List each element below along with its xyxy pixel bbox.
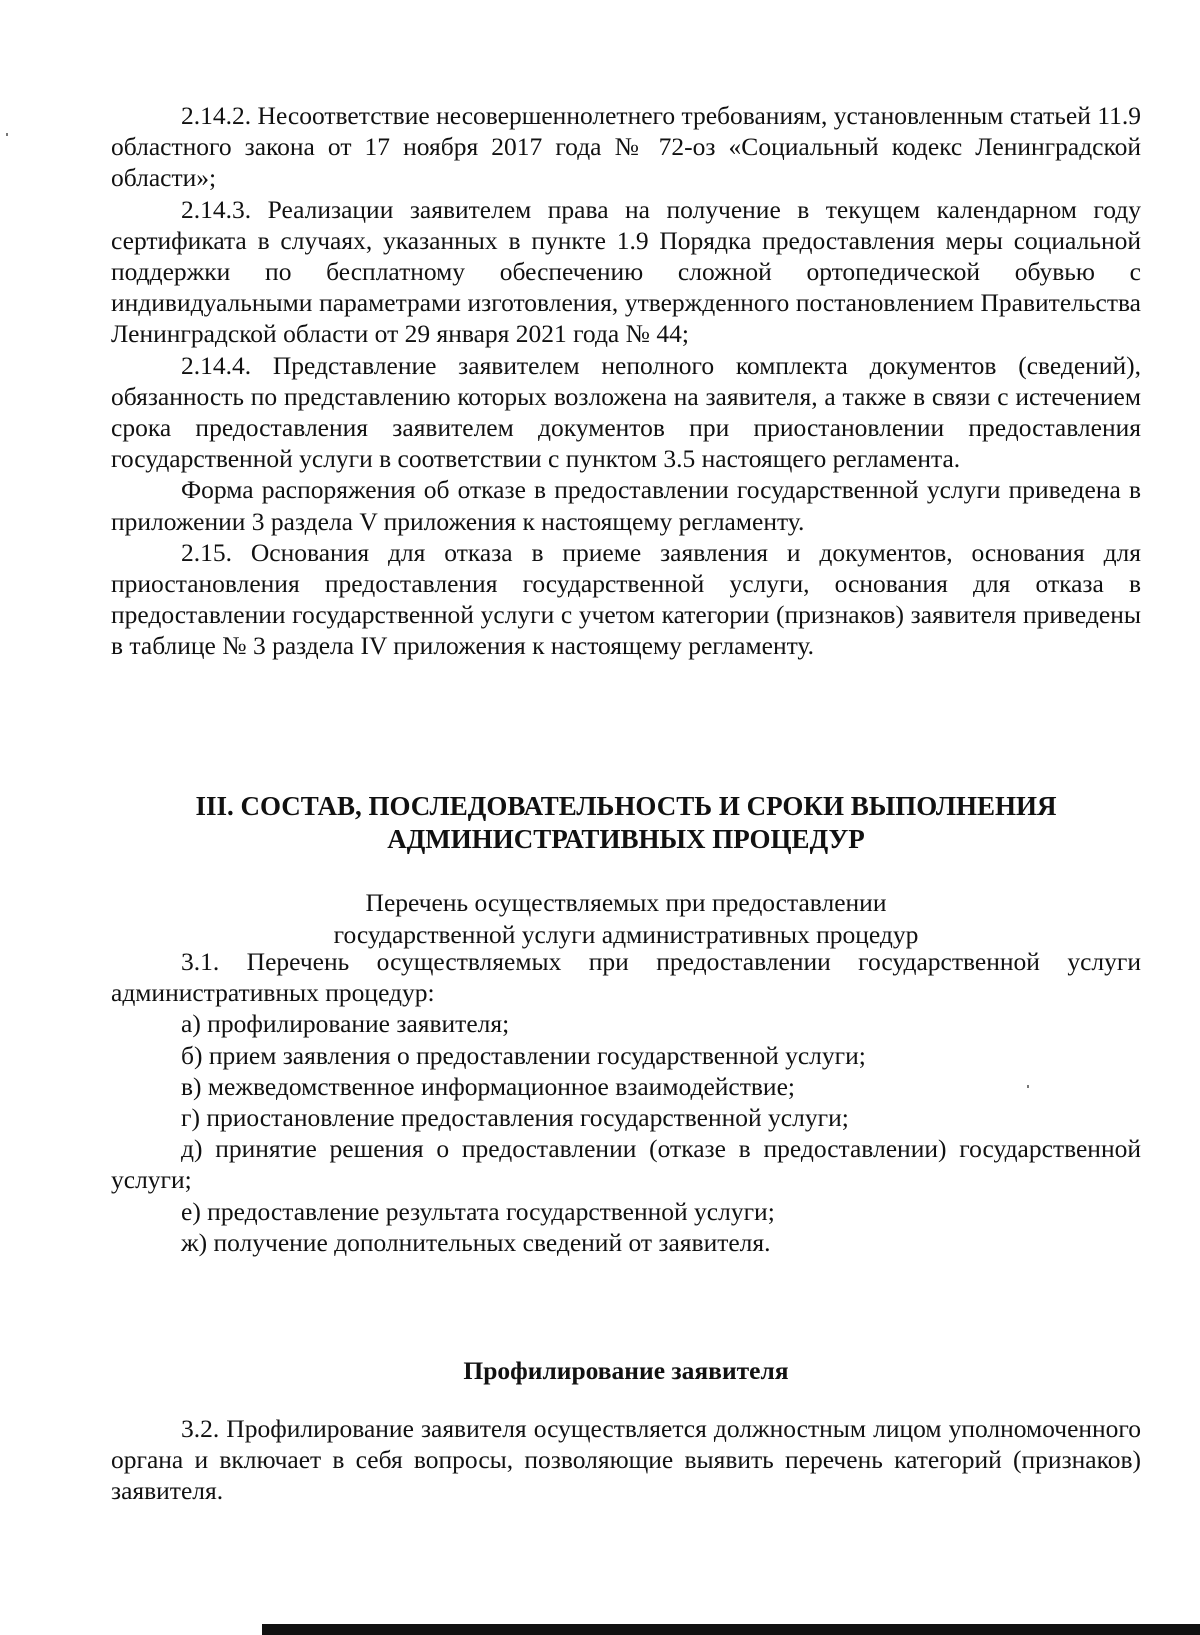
- paragraph-refusal-form: Форма распоряжения об отказе в предоставлении государственной услуги приведена в приложении 3 раздела V приложения к настоящему регламенту.: [111, 475, 1141, 536]
- procedures-subtitle: [111, 887, 1141, 951]
- section-3-title-line-1: III. СОСТАВ, ПОСЛЕДОВАТЕЛЬНОСТЬ И СРОКИ ВЫПОЛНЕНИЯ: [195, 791, 1057, 821]
- section-3-title: [111, 790, 1141, 856]
- list-item-e: е) предоставление результата государственной услуги;: [181, 1196, 775, 1226]
- section-3-title-line-2: АДМИНИСТРАТИВНЫХ ПРОЦЕДУР: [387, 824, 865, 854]
- scan-speck: [6, 133, 8, 136]
- list-item-b: б) прием заявления о предоставлении государственной услуги;: [181, 1040, 866, 1070]
- procedures-subtitle-line-1: Перечень осуществляемых при предоставлении: [365, 888, 887, 917]
- list-item-a: а) профилирование заявителя;: [181, 1009, 510, 1039]
- procedures-subtitle-line-2: государственной услуги административных процедур: [333, 920, 919, 949]
- text-block-1: [111, 100, 1141, 662]
- list-item-zh: ж) получение дополнительных сведений от заявителя.: [181, 1227, 771, 1257]
- text-block-3: [111, 1413, 1141, 1507]
- paragraph-2-15: 2.15. Основания для отказа в приеме заявления и документов, основания для приостановления предоставления государственной услуги, основания для отказа в предоставлении государственной услуги с учетом категории (признаков) заявителя приведены в таблице № 3 раздела IV приложения к настоящему регламенту.: [111, 537, 1141, 661]
- scan-edge-line: [262, 1624, 1200, 1635]
- text-block-2: [111, 946, 1141, 1258]
- scan-speck: [1027, 1085, 1029, 1088]
- paragraph-2-14-4: 2.14.4. Представление заявителем неполного комплекта документов (сведений), обязанность по представлению которых возложена на заявителя, а также в связи с истечением срока предоставления заявителем документов при приостановлении предоставления государственной услуги в соответствии с пунктом 3.5 настоящего регламента.: [111, 350, 1141, 474]
- list-item-v: в) межведомственное информационное взаимодействие;: [181, 1071, 795, 1101]
- profiling-title: Профилирование заявителя: [463, 1356, 789, 1385]
- list-item-g: г) приостановление предоставления государственной услуги;: [181, 1103, 849, 1133]
- paragraph-3-1: 3.1. Перечень осуществляемых при предоставлении государственной услуги административных процедур:: [111, 947, 1141, 1008]
- paragraph-2-14-2: 2.14.2. Несоответствие несовершеннолетнего требованиям, установленным статьей 11.9 областного закона от 17 ноября 2017 года № 72-оз «Социальный кодекс Ленинградской области»;: [111, 101, 1141, 193]
- paragraph-3-2: 3.2. Профилирование заявителя осуществляется должностным лицом уполномоченного органа и включает в себя вопросы, позволяющие выявить перечень категорий (признаков) заявителя.: [111, 1414, 1141, 1506]
- paragraph-2-14-3: 2.14.3. Реализации заявителем права на получение в текущем календарном году сертификата в случаях, указанных в пункте 1.9 Порядка предоставления меры социальной поддержки по бесплатному обеспечению сложной ортопедической обувью с индивидуальными параметрами изготовления, утвержденного постановлением Правительства Ленинградской области от 29 января 2021 года № 44;: [111, 194, 1141, 349]
- list-item-d: д) принятие решения о предоставлении (отказе в предоставлении) государственной услуги;: [111, 1134, 1141, 1195]
